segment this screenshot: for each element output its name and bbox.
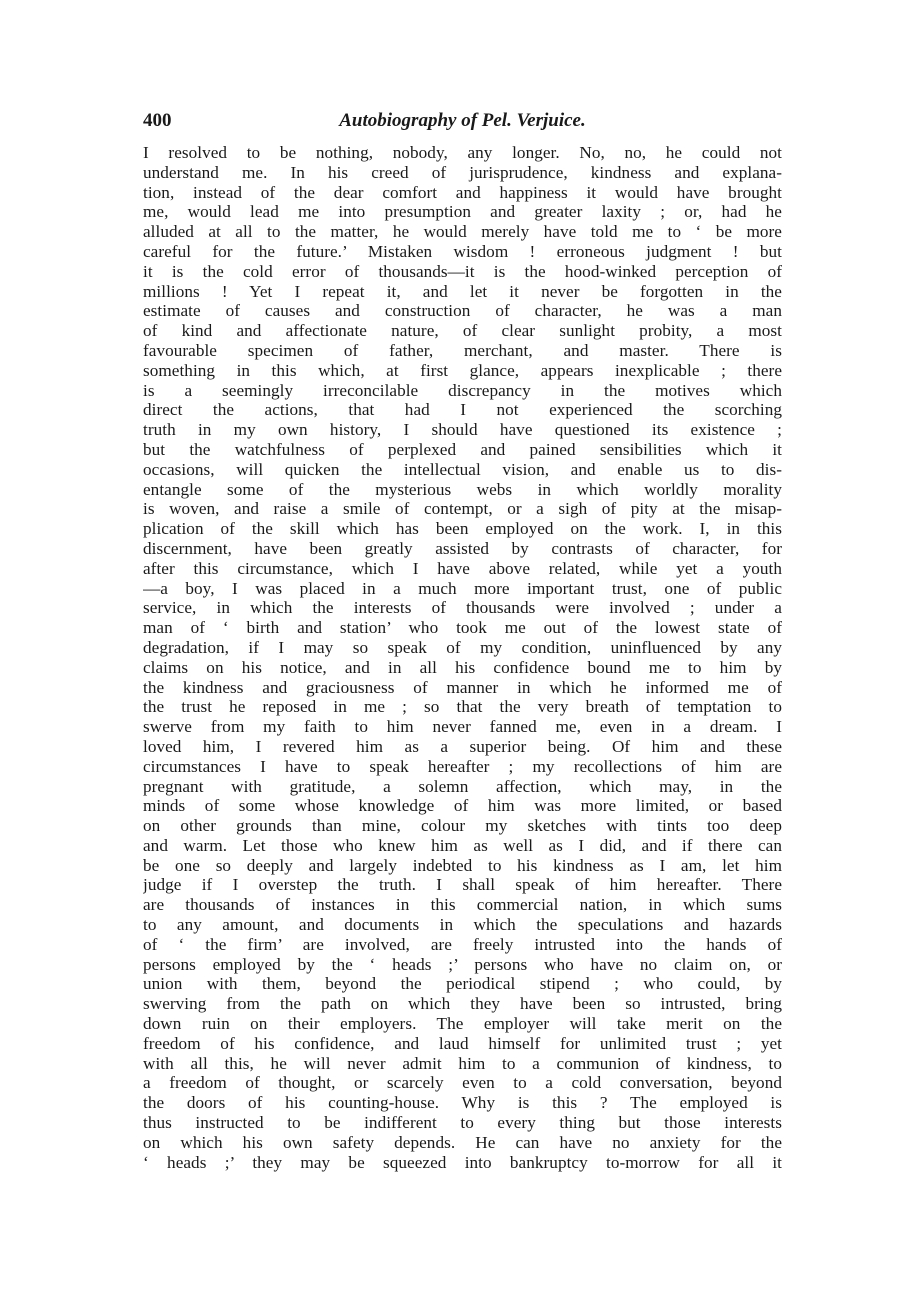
text-line: the doors of his counting-house. Why is this ? The employed is <box>143 1093 782 1113</box>
text-line: but the watchfulness of perplexed and pained sensibilities which it <box>143 439 782 459</box>
text-line: down ruin on their employers. The employer will take merit on the <box>143 1014 782 1034</box>
text-line: estimate of causes and construction of character, he was a man <box>143 301 782 321</box>
text-line: with all this, he will never admit him to a communion of kindness, to <box>143 1053 782 1073</box>
text-line: —a boy, I was placed in a much more important trust, one of public <box>143 578 782 598</box>
text-line: occasions, will quicken the intellectual vision, and enable us to dis- <box>143 459 782 479</box>
text-line: service, in which the interests of thousands were involved ; under a <box>143 598 782 618</box>
text-line: loved him, I revered him as a superior being. Of him and these <box>143 736 782 756</box>
text-line: a freedom of thought, or scarcely even to a cold conversation, beyond <box>143 1073 782 1093</box>
text-line: understand me. In his creed of jurisprudence, kindness and explana- <box>143 162 782 182</box>
text-line: are thousands of instances in this commercial nation, in which sums <box>143 895 782 915</box>
book-page <box>143 110 782 1172</box>
text-line: freedom of his confidence, and laud himself for unlimited trust ; yet <box>143 1033 782 1053</box>
text-line: is a seemingly irreconcilable discrepancy in the motives which <box>143 380 782 400</box>
text-line: discernment, have been greatly assisted by contrasts of character, for <box>143 538 782 558</box>
text-line: pregnant with gratitude, a solemn affection, which may, in the <box>143 776 782 796</box>
text-line: claims on his notice, and in all his confidence bound me to him by <box>143 657 782 677</box>
text-line: the trust he reposed in me ; so that the very breath of temptation to <box>143 697 782 717</box>
text-line: something in this which, at first glance, appears inexplicable ; there <box>143 360 782 380</box>
text-line: favourable specimen of father, merchant, and master. There is <box>143 340 782 360</box>
text-line: persons employed by the ‘ heads ;’ persons who have no claim on, or <box>143 954 782 974</box>
text-line: degradation, if I may so speak of my condition, uninfluenced by any <box>143 637 782 657</box>
text-line: is woven, and raise a smile of contempt, or a sigh of pity at the misap- <box>143 499 782 519</box>
text-line: and warm. Let those who knew him as well as I did, and if there can <box>143 835 782 855</box>
text-line: truth in my own history, I should have questioned its existence ; <box>143 420 782 440</box>
text-line: on which his own safety depends. He can have no anxiety for the <box>143 1132 782 1152</box>
text-line: circumstances I have to speak hereafter ; my recollections of him are <box>143 756 782 776</box>
text-line: to any amount, and documents in which the speculations and hazards <box>143 915 782 935</box>
running-title: Autobiography of Pel. Verjuice. <box>339 110 586 131</box>
text-line: I resolved to be nothing, nobody, any longer. No, no, he could not <box>143 143 782 162</box>
text-line: swerve from my faith to him never fanned me, even in a dream. I <box>143 717 782 737</box>
text-line: judge if I overstep the truth. I shall speak of him hereafter. There <box>143 875 782 895</box>
text-line: of ‘ the firm’ are involved, are freely intrusted into the hands of <box>143 934 782 954</box>
text-line: minds of some whose knowledge of him was more limited, or based <box>143 796 782 816</box>
text-line: it is the cold error of thousands—it is the hood-winked perception of <box>143 261 782 281</box>
text-line: union with them, beyond the periodical stipend ; who could, by <box>143 974 782 994</box>
text-line: man of ‘ birth and station’ who took me out of the lowest state of <box>143 618 782 638</box>
text-line: be one so deeply and largely indebted to his kindness as I am, let him <box>143 855 782 875</box>
text-line: tion, instead of the dear comfort and happiness it would have brought <box>143 182 782 202</box>
text-line: thus instructed to be indifferent to every thing but those interests <box>143 1113 782 1133</box>
text-line: of kind and affectionate nature, of clear sunlight probity, a most <box>143 321 782 341</box>
text-line: the kindness and graciousness of manner in which he informed me of <box>143 677 782 697</box>
running-head <box>143 110 782 136</box>
text-line: on other grounds than mine, colour my sketches with tints too deep <box>143 816 782 836</box>
text-line: alluded at all to the matter, he would merely have told me to ‘ be more <box>143 222 782 242</box>
page-number: 400 <box>143 110 172 131</box>
text-line: millions ! Yet I repeat it, and let it never be forgotten in the <box>143 281 782 301</box>
text-line: ‘ heads ;’ they may be squeezed into bankruptcy to-morrow for all it <box>143 1152 782 1172</box>
text-line: me, would lead me into presumption and greater laxity ; or, had he <box>143 202 782 222</box>
text-line: careful for the future.’ Mistaken wisdom ! erroneous judgment ! but <box>143 241 782 261</box>
body-text <box>143 143 782 1172</box>
text-line: swerving from the path on which they have been so intrusted, bring <box>143 994 782 1014</box>
text-line: direct the actions, that had I not experienced the scorching <box>143 400 782 420</box>
text-line: entangle some of the mysterious webs in which worldly morality <box>143 479 782 499</box>
text-line: plication of the skill which has been employed on the work. I, in this <box>143 519 782 539</box>
text-line: after this circumstance, which I have above related, while yet a youth <box>143 558 782 578</box>
